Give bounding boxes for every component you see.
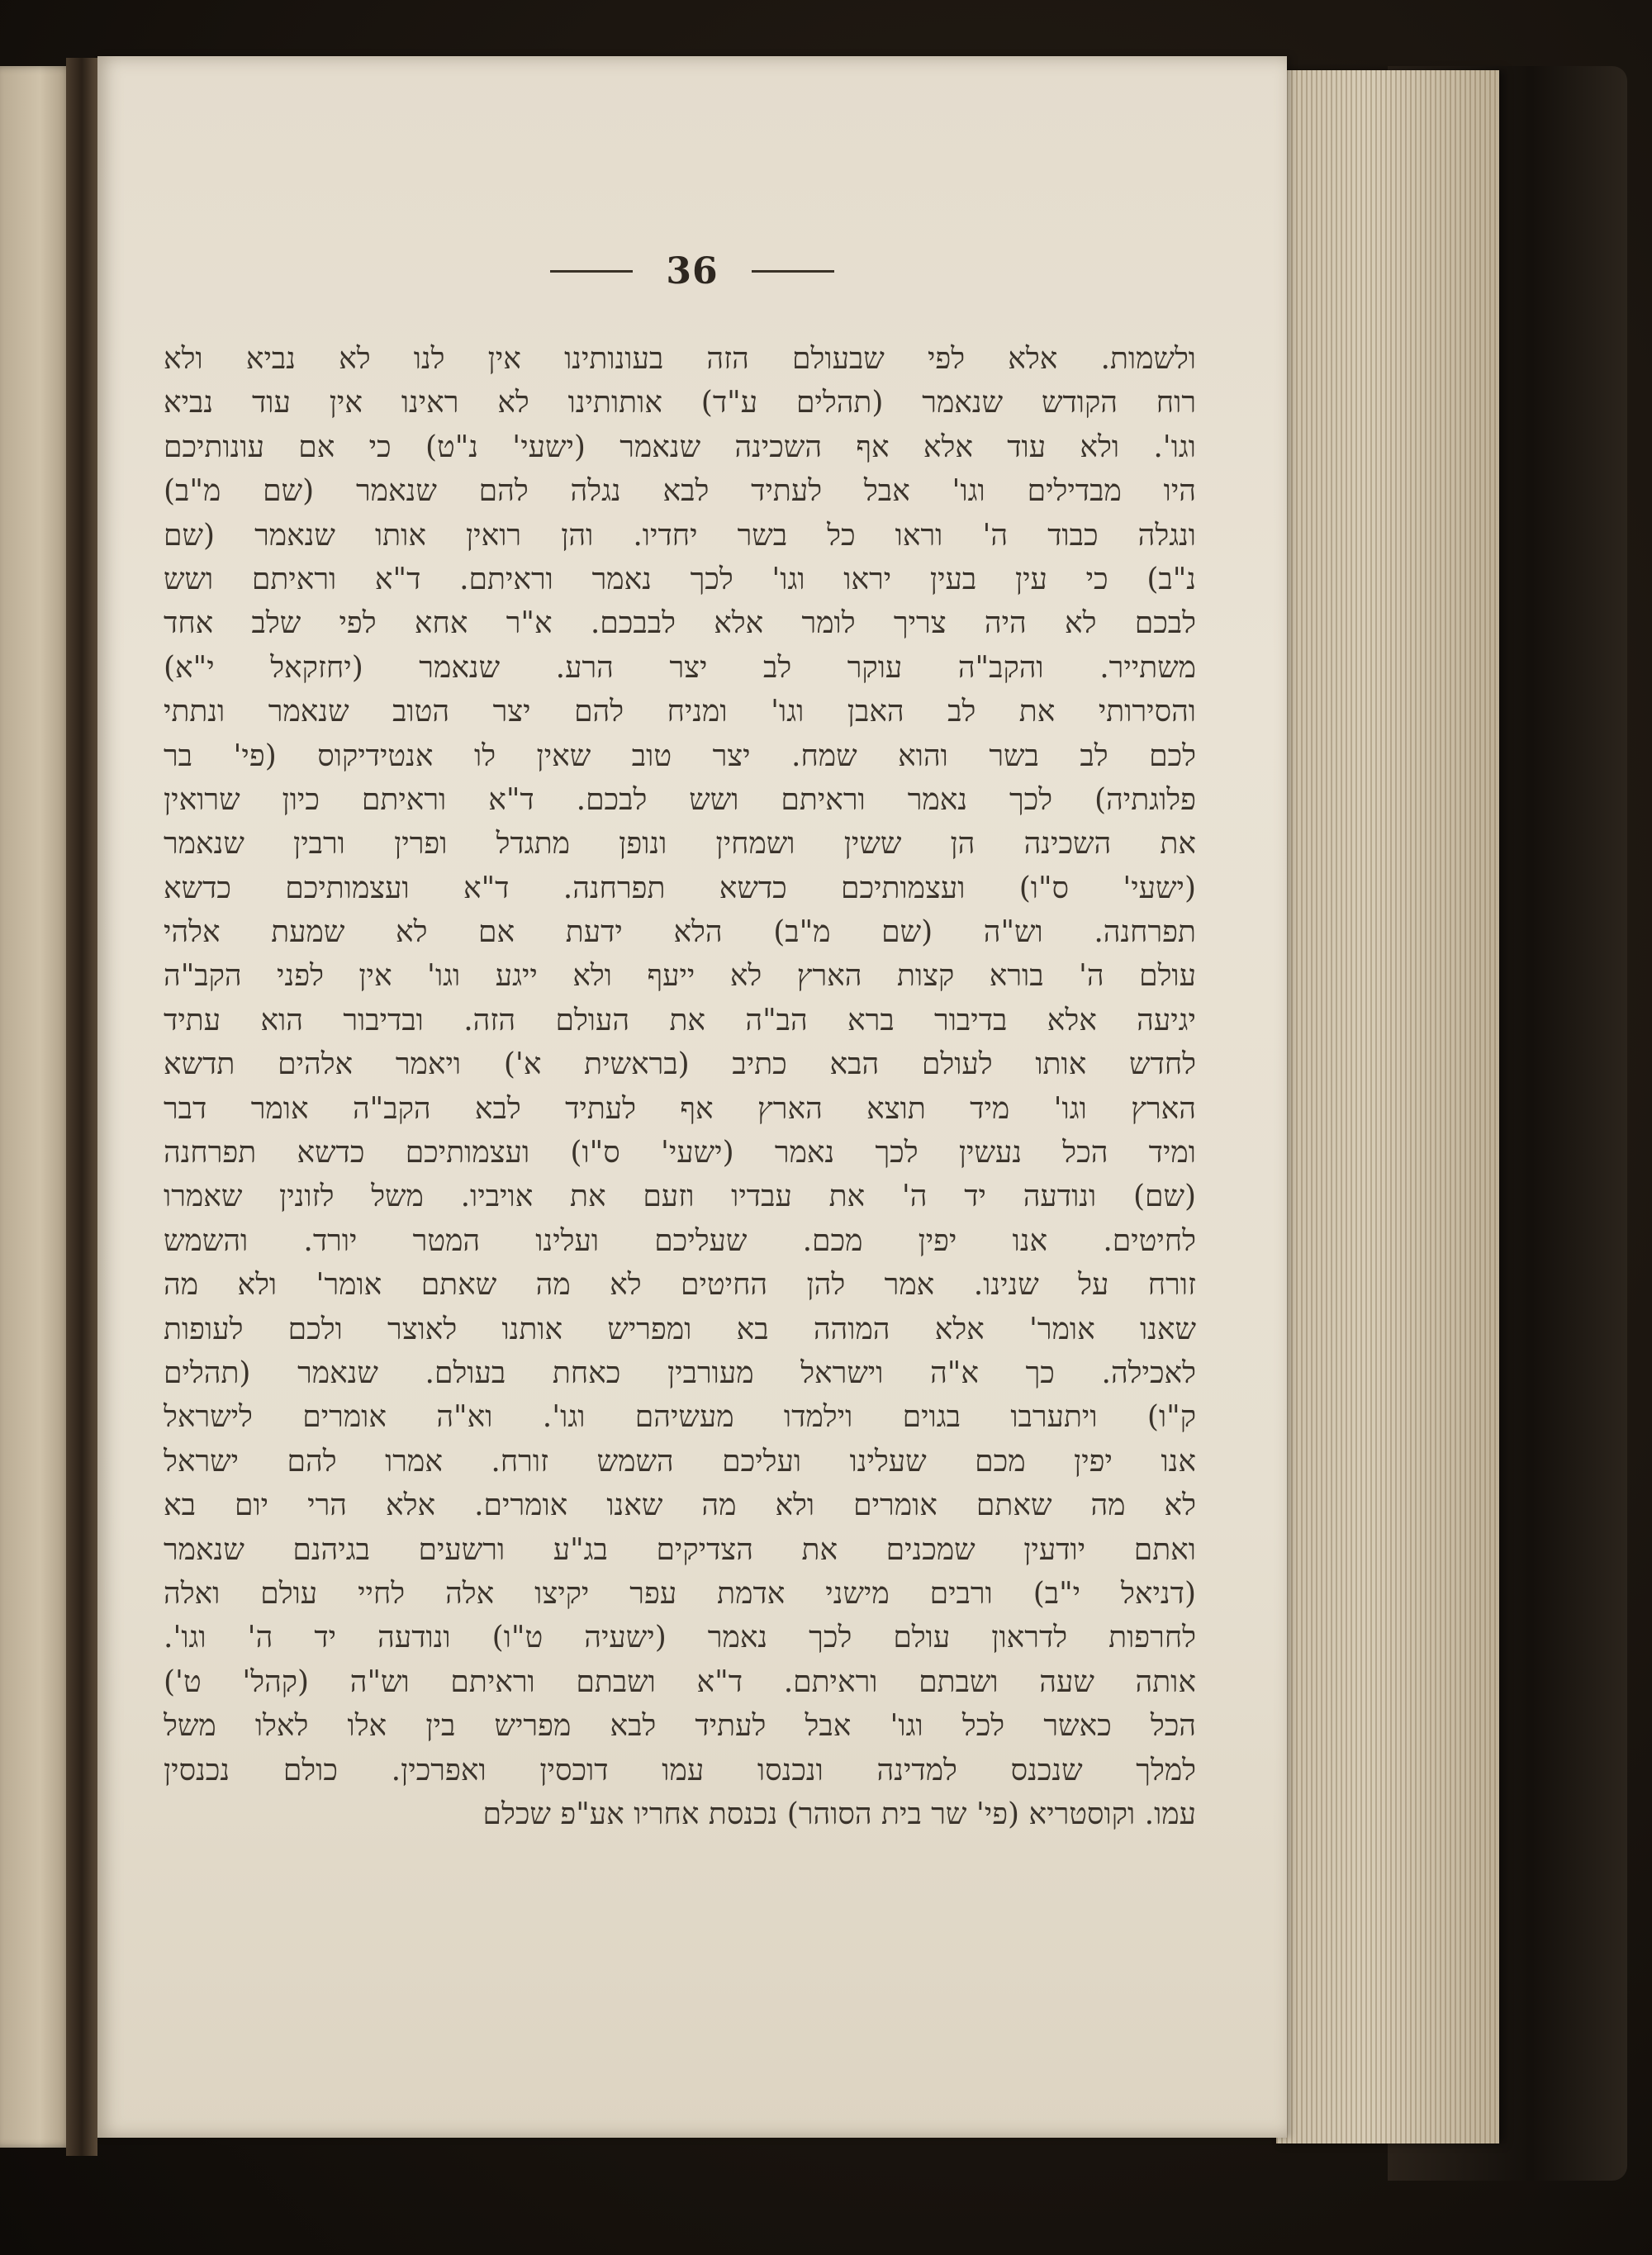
text-line: משתייר. והקב"ה עוקר לב יצר הרע. שנאמר (יחזקאל י"א) — [164, 650, 1196, 685]
text-line: וגו'. ולא עוד אלא אף השכינה שנאמר (ישעי' נ"ט) כי אם עונותיכם — [164, 430, 1196, 464]
text-line: (שם) ונודעה יד ה' את עבדיו וזעם את אויביו. משל לזונין שאמרו — [164, 1180, 1196, 1214]
text-line: למלך שנכנס למדינה ונכנסו עמו דוכסין ואפרכין. כולם נכנסין — [164, 1753, 1196, 1787]
page-number: 36 — [666, 250, 719, 292]
text-line: ואתם יודעין שמכנים את הצדיקים בג"ע ורשעים בגיהנם שנאמר — [164, 1532, 1196, 1567]
book-gutter — [66, 58, 97, 2156]
header-rule-right — [752, 270, 834, 273]
page-edges — [1276, 70, 1499, 2143]
text-line: לכם לב בשר והוא שמח. יצר טוב שאין לו אנטידיקוס (פי' בר — [164, 738, 1196, 773]
text-line: הכל כאשר לכל וגו' אבל לעתיד לבא מפריש בין אלו לאלו משל — [164, 1709, 1196, 1744]
text-line: אנו יפין מכם שעלינו ועליכם השמש זורח. אמרו להם ישראל — [164, 1444, 1196, 1479]
text-line: (דניאל י"ב) ורבים מישני אדמת עפר יקיצו אלה לחיי עולם ואלה — [164, 1576, 1196, 1611]
text-line: (ישעי' ס"ו) ועצמותיכם כדשא תפרחנה. ד"א ועצמותיכם כדשא — [164, 871, 1196, 905]
text-line: תפרחנה. וש"ה (שם מ"ב) הלא ידעת אם לא שמעת אלהי — [164, 915, 1196, 950]
text-line: לחיטים. אנו יפין מכם. שעליכם ועלינו המטר יורד. והשמש — [164, 1223, 1196, 1258]
text-line: את השכינה הן ששין ושמחין ונופן מתגדל ופרין ורבין שנאמר — [164, 827, 1196, 862]
text-line: והסירותי את לב האבן וגו' ומניח להם יצר הטוב שנאמר ונתתי — [164, 695, 1196, 729]
text-line: ק"ו) ויתערבו בגוים וילמדו מעשיהם וגו'. וא"ה אומרים לישראל — [164, 1400, 1196, 1435]
previous-page — [0, 66, 73, 2148]
text-line: אותה שעה ושבתם וראיתם. ד"א ושבתם וראיתם וש"ה (קהל' ט') — [164, 1664, 1196, 1699]
book-page — [97, 56, 1287, 2138]
text-line: שאנו אומר' אלא המוהה בא ומפריש אותנו לאוצר ולכם לעופות — [164, 1312, 1196, 1346]
text-line: לא מה שאתם אומרים ולא מה שאנו אומרים. אלא הרי יום בא — [164, 1488, 1196, 1523]
text-line: לבכם לא היה צריך לומר אלא לבבכם. א"ר אחא לפי שלב אחד — [164, 606, 1196, 641]
text-line: עולם ה' בורא קצות הארץ לא ייעף ולא ייגע וגו' אין לפני הקב"ה — [164, 959, 1196, 994]
text-line: הארץ וגו' מיד תוצא הארץ אף לעתיד לבא הקב"ה אומר דבר — [164, 1091, 1196, 1126]
text-line: ולשמות. אלא לפי שבעולם הזה בעונותינו אין לנו לא נביא ולא — [164, 342, 1196, 376]
text-line: לחרפות לדראון עולם לכך נאמר (ישעיה ט"ו) ונודעה יד ה' וגו'. — [164, 1621, 1196, 1655]
text-line: לאכילה. כך א"ה וישראל מעורבין כאחת בעולם. שנאמר (תהלים — [164, 1355, 1196, 1390]
text-line: רוח הקודש שנאמר (תהלים ע"ד) אותותינו לא ראינו אין עוד נביא — [164, 386, 1196, 420]
text-line: לחדש אותו לעולם הבא כתיב (בראשית א') ויאמר אלהים תדשא — [164, 1047, 1196, 1082]
text-line: ומיד הכל נעשין לכך נאמר (ישעי' ס"ו) ועצמותיכם כדשא תפרחנה — [164, 1136, 1196, 1170]
text-line: זורח על שנינו. אמר להן החיטים לא מה שאתם אומר' ולא מה — [164, 1268, 1196, 1303]
header-rule-left — [550, 270, 633, 273]
text-line: עמו. וקוסטריא (פי' שר בית הסוהר) נכנסת אחריו אע"פ שכלם — [482, 1797, 1196, 1831]
text-line: ונגלה כבוד ה' וראו כל בשר יחדיו. והן רואין אותו שנאמר (שם — [164, 518, 1196, 553]
text-line: היו מבדילים וגו' אבל לעתיד לבא נגלה להם שנאמר (שם מ"ב) — [164, 474, 1196, 509]
text-line: נ"ב) כי עין בעין יראו וגו' לכך נאמר וראיתם. ד"א וראיתם ושש — [164, 562, 1196, 596]
page-header — [97, 250, 1287, 292]
text-line: פלוגתיה) לכך נאמר וראיתם ושש לבכם. ד"א וראיתם כיון שרואין — [164, 782, 1196, 817]
text-line: יגיעה אלא בדיבור ברא הב"ה את העולם הזה. ובדיבור הוא עתיד — [164, 1003, 1196, 1037]
body-text — [164, 337, 1196, 1836]
